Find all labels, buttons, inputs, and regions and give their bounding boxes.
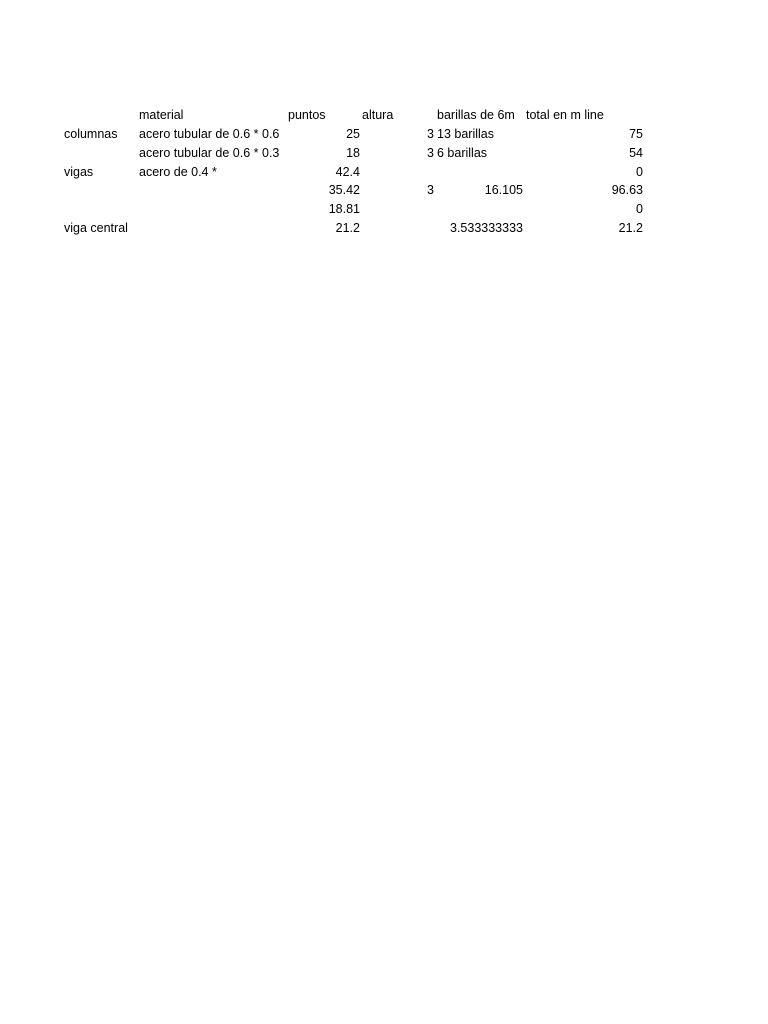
cell-altura[interactable]: [427, 200, 437, 219]
cell-label[interactable]: viga central: [64, 221, 128, 235]
table-row: [0, 200, 768, 219]
cell-material[interactable]: [139, 200, 287, 219]
cell-barillas[interactable]: 13 barillas: [437, 127, 494, 141]
cell-barillas[interactable]: [437, 200, 523, 219]
header-total[interactable]: total en m line: [526, 108, 604, 122]
cell-label[interactable]: [64, 144, 138, 163]
cell-puntos[interactable]: 42.4: [335, 165, 360, 179]
header-puntos[interactable]: puntos: [288, 108, 326, 122]
cell-label[interactable]: [64, 200, 138, 219]
cell-material[interactable]: acero tubular de 0.6 * 0.6: [139, 127, 280, 141]
cell-puntos[interactable]: 35.42: [328, 183, 360, 197]
cell-material[interactable]: [139, 219, 287, 238]
header-altura[interactable]: altura: [362, 108, 394, 122]
cell-material[interactable]: [139, 181, 287, 200]
cell-puntos[interactable]: 18.81: [328, 202, 360, 216]
table-row: [0, 219, 768, 238]
cell-total[interactable]: 54: [629, 146, 643, 160]
cell-altura[interactable]: [427, 163, 437, 182]
cell-altura[interactable]: [427, 219, 437, 238]
cell-total[interactable]: 0: [636, 202, 643, 216]
cell-altura[interactable]: 3: [427, 127, 434, 141]
cell-total[interactable]: 75: [629, 127, 643, 141]
cell-material[interactable]: acero de 0.4 *: [139, 165, 217, 179]
cell-label[interactable]: columnas: [64, 127, 118, 141]
cell-barillas[interactable]: 16.105: [484, 183, 523, 197]
cell-barillas[interactable]: [437, 163, 523, 182]
table-row: [0, 181, 768, 200]
cell-label[interactable]: [64, 181, 138, 200]
cell-total[interactable]: 0: [636, 165, 643, 179]
cell-puntos[interactable]: 21.2: [335, 221, 360, 235]
cell-barillas[interactable]: 3.533333333: [450, 221, 523, 235]
header-barillas[interactable]: barillas de 6m: [437, 108, 515, 122]
cell-total[interactable]: 21.2: [618, 221, 643, 235]
cell-barillas[interactable]: 6 barillas: [437, 146, 488, 160]
cell-material[interactable]: acero tubular de 0.6 * 0.3: [139, 146, 280, 160]
cell-puntos[interactable]: 18: [346, 146, 360, 160]
table-row: [0, 144, 768, 163]
header-row: [0, 106, 768, 125]
cell-altura[interactable]: 3: [427, 146, 434, 160]
cell-label[interactable]: vigas: [64, 165, 94, 179]
cell-total[interactable]: 96.63: [611, 183, 643, 197]
table-row: [0, 125, 768, 144]
cell-altura[interactable]: 3: [427, 183, 434, 197]
header-material[interactable]: material: [139, 108, 184, 122]
cell-puntos[interactable]: 25: [346, 127, 360, 141]
table-row: [0, 163, 768, 182]
